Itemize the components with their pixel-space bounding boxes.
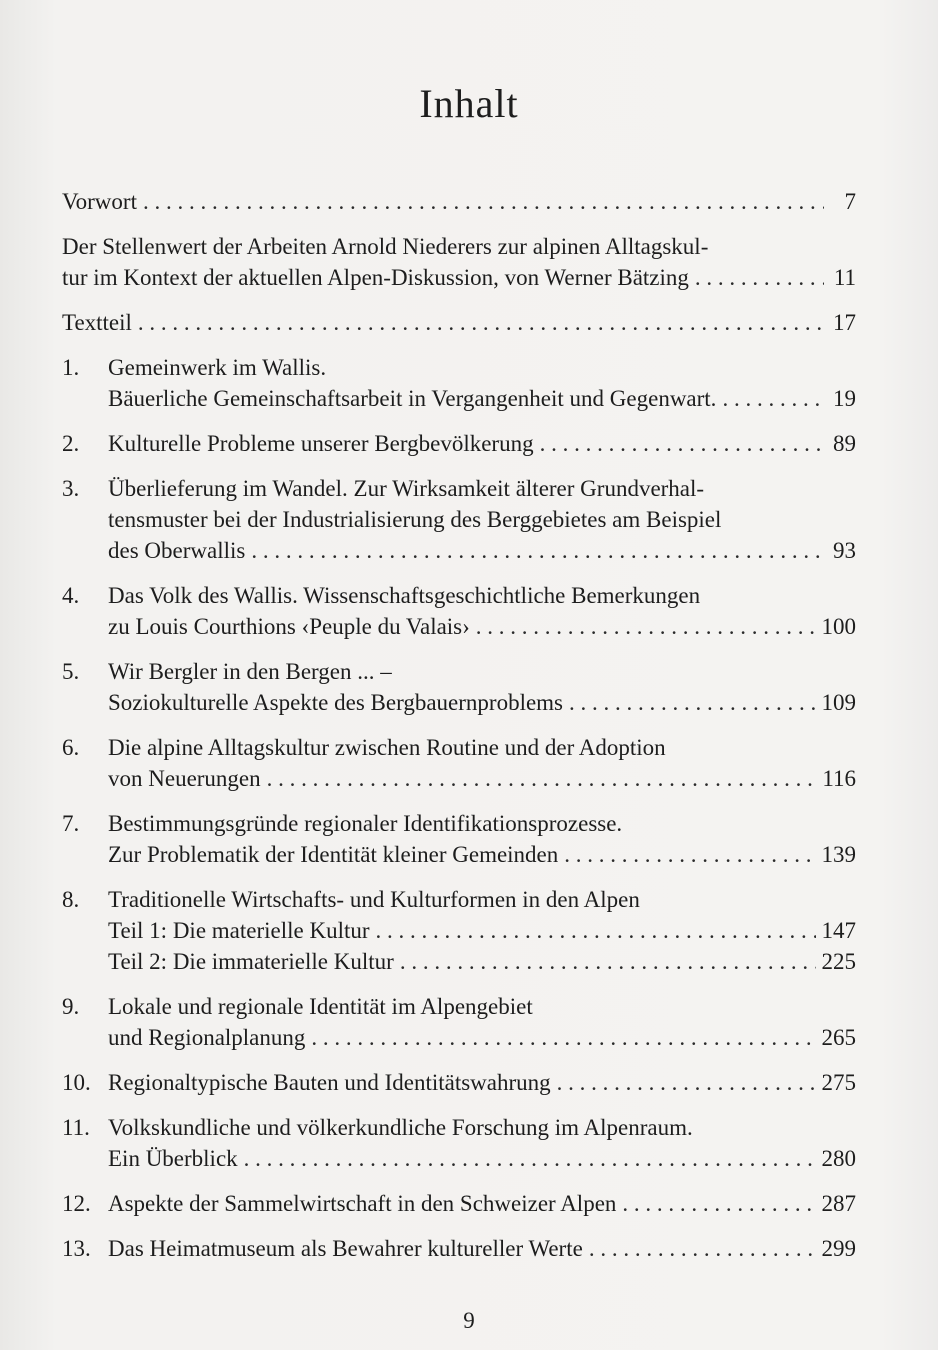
toc-entry-number: 9. [62, 994, 80, 1019]
toc-entry-number: 10. [62, 1070, 91, 1095]
toc-entry-number: 7. [62, 811, 80, 836]
toc-entry[interactable] [62, 808, 856, 870]
toc-line [62, 1112, 856, 1143]
toc-entry-number: 4. [62, 583, 80, 608]
toc-entry[interactable] [62, 1233, 856, 1264]
toc-entry[interactable] [62, 473, 856, 566]
toc-entry[interactable] [62, 732, 856, 794]
toc-entry-number: 6. [62, 735, 80, 760]
dot-leader [476, 611, 816, 642]
toc-line [62, 611, 856, 642]
dot-leader [622, 1188, 815, 1219]
toc-entry-number: 12. [62, 1191, 91, 1216]
toc-entry[interactable] [62, 1112, 856, 1174]
toc-entry-number: 2. [62, 431, 80, 456]
toc-subentry-title: Teil 2: Die immaterielle Kultur [108, 949, 394, 974]
toc-line [62, 231, 856, 262]
toc-entry[interactable] [62, 231, 856, 293]
toc-line [62, 1067, 856, 1098]
toc-page-number: 100 [821, 614, 856, 639]
toc-line [62, 1143, 856, 1174]
toc-entry[interactable] [62, 352, 856, 414]
dot-leader [267, 763, 817, 794]
toc-entry-title: Regionaltypische Bauten und Identitätswahrung [108, 1070, 551, 1095]
dot-leader [143, 186, 824, 217]
toc-line [62, 1022, 856, 1053]
toc-entry-title: Gemeinwerk im Wallis. [108, 355, 327, 380]
toc-entry-title: Das Volk des Wallis. Wissenschaftsgeschichtliche Bemerkungen [108, 583, 701, 608]
toc-entry-title: Lokale und regionale Identität im Alpengebiet [108, 994, 533, 1019]
toc-entry[interactable] [62, 1067, 856, 1098]
toc-entry[interactable] [62, 307, 856, 338]
dot-leader [695, 262, 824, 293]
toc-line [62, 1233, 856, 1264]
toc-entry-title: und Regionalplanung [108, 1025, 306, 1050]
toc-subentry[interactable] [62, 915, 856, 946]
toc-line [62, 732, 856, 763]
toc-line [62, 186, 856, 217]
toc-page-number: 280 [821, 1146, 856, 1171]
toc-entry-title: Kulturelle Probleme unserer Bergbevölkerung [108, 431, 534, 456]
dot-leader [540, 428, 824, 459]
dot-leader [244, 1143, 816, 1174]
toc-line [62, 383, 856, 414]
toc-line [62, 580, 856, 611]
toc-entry-title: des Oberwallis [108, 538, 246, 563]
toc-page-number: 299 [821, 1236, 856, 1261]
page-number: 9 [463, 1308, 475, 1333]
toc-line [62, 428, 856, 459]
toc-entry-number: 5. [62, 659, 80, 684]
dot-leader [376, 915, 816, 946]
toc-line [62, 473, 856, 504]
toc-line [62, 991, 856, 1022]
toc-page-number: 225 [821, 949, 856, 974]
toc-line [62, 884, 856, 915]
toc-line [62, 656, 856, 687]
toc-entry-number: 8. [62, 887, 80, 912]
toc-entry[interactable] [62, 656, 856, 718]
toc-entry[interactable] [62, 428, 856, 459]
toc-line [62, 307, 856, 338]
toc-entry-title: tur im Kontext der aktuellen Alpen-Diskussion, von Werner Bätzing [62, 265, 689, 290]
toc-entry-title: Soziokulturelle Aspekte des Bergbauernproblems [108, 690, 564, 715]
toc-entry-title: Ein Überblick [108, 1146, 238, 1171]
dot-leader [589, 1233, 816, 1264]
toc-entry-number: 1. [62, 355, 80, 380]
toc-line [62, 352, 856, 383]
toc-page-number: 19 [833, 386, 856, 411]
toc-line [62, 504, 856, 535]
toc-entry-title: Die alpine Alltagskultur zwischen Routine und der Adoption [108, 735, 666, 760]
toc-line [62, 687, 856, 718]
toc-entry-title: Bäuerliche Gemeinschaftsarbeit in Vergangenheit und Gegenwart. [108, 386, 717, 411]
toc-line [62, 763, 856, 794]
toc-page-number: 275 [821, 1070, 856, 1095]
toc-line [62, 535, 856, 566]
toc-line [62, 1188, 856, 1219]
toc-entry-title: zu Louis Courthions ‹Peuple du Valais› [108, 614, 470, 639]
toc-entry-number: 11. [62, 1115, 90, 1140]
dot-leader [722, 383, 824, 414]
toc-entry-title: Textteil [62, 310, 132, 335]
toc-entry-title: Aspekte der Sammelwirtschaft in den Schweizer Alpen [108, 1191, 617, 1216]
toc-page-number: 11 [833, 265, 856, 290]
toc-entry-title: Überlieferung im Wandel. Zur Wirksamkeit älterer Grundverhal- [108, 476, 705, 501]
toc-entry-title: von Neuerungen [108, 766, 261, 791]
toc-entry-title: Vorwort [62, 189, 137, 214]
toc-entry-title: Traditionelle Wirtschafts- und Kulturformen in den Alpen [108, 887, 640, 912]
toc-page-number: 265 [821, 1025, 856, 1050]
toc-entry-title: Der Stellenwert der Arbeiten Arnold Niederers zur alpinen Alltagskul- [62, 234, 709, 259]
toc-page-number: 147 [821, 918, 856, 943]
toc-subentry[interactable] [62, 946, 856, 977]
dot-leader [569, 687, 815, 718]
toc-entry[interactable] [62, 580, 856, 642]
toc-entry[interactable] [62, 991, 856, 1053]
toc-page-number: 287 [821, 1191, 856, 1216]
toc-line [62, 808, 856, 839]
toc-entry[interactable] [62, 1188, 856, 1219]
toc-entry-number: 13. [62, 1236, 91, 1261]
toc-page-number: 109 [821, 690, 856, 715]
toc-line [62, 839, 856, 870]
page-title: Inhalt [419, 81, 519, 126]
toc-page-number: 7 [844, 189, 856, 214]
dot-leader [564, 839, 815, 870]
toc-page-number: 116 [822, 766, 856, 791]
toc-entry[interactable] [62, 186, 856, 217]
toc-entry-number: 3. [62, 476, 80, 501]
dot-leader [311, 1022, 815, 1053]
toc-page-number: 89 [833, 431, 856, 456]
toc-entry-title: Das Heimatmuseum als Bewahrer kultureller Werte [108, 1236, 583, 1261]
toc-entry-title: Volkskundliche und völkerkundliche Forschung im Alpenraum. [108, 1115, 693, 1140]
dot-leader [138, 307, 824, 338]
toc-page-number: 17 [833, 310, 856, 335]
dot-leader [251, 535, 824, 566]
toc-entry-title: Bestimmungsgründe regionaler Identifikationsprozesse. [108, 811, 623, 836]
toc-page-number: 139 [821, 842, 856, 867]
toc-line [62, 262, 856, 293]
dot-leader [557, 1067, 816, 1098]
toc-entry-title: tensmuster bei der Industrialisierung des Berggebietes am Beispiel [108, 507, 722, 532]
table-of-contents [62, 186, 856, 1278]
toc-entry-title: Wir Bergler in den Bergen ... – [108, 659, 392, 684]
toc-page-number: 93 [833, 538, 856, 563]
toc-entry-title: Zur Problematik der Identität kleiner Gemeinden [108, 842, 559, 867]
toc-entry[interactable] [62, 884, 856, 977]
dot-leader [400, 946, 816, 977]
toc-subentry-title: Teil 1: Die materielle Kultur [108, 918, 370, 943]
